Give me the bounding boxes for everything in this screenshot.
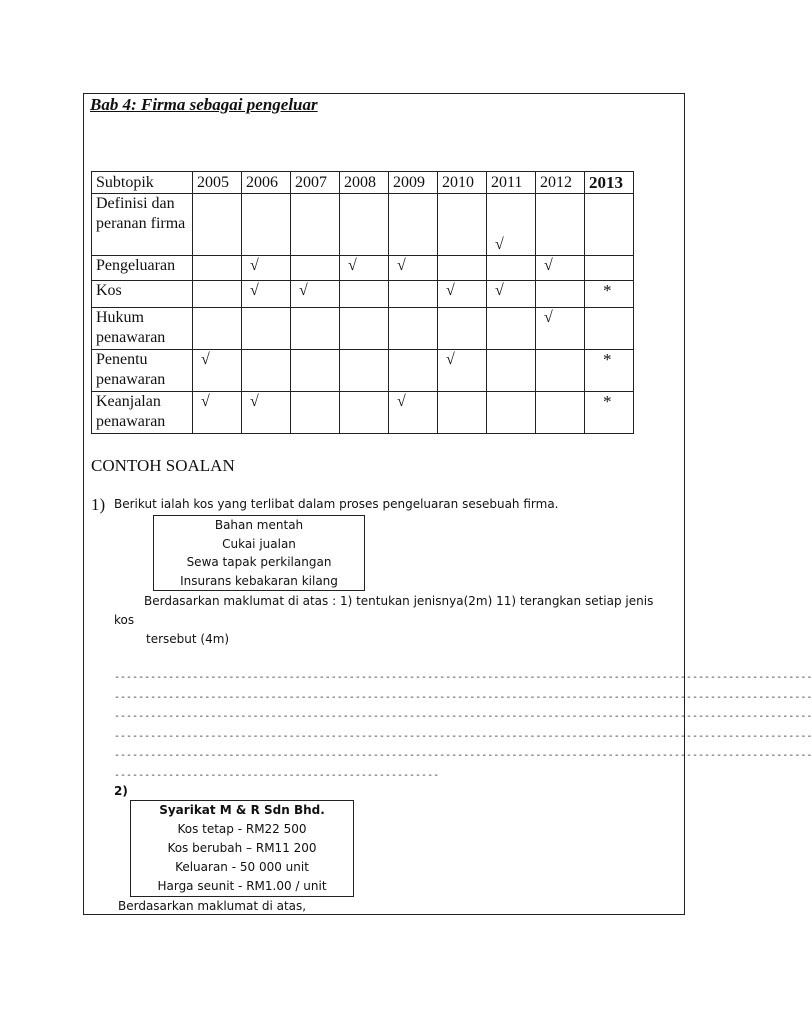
mark-cell xyxy=(438,256,487,281)
header-cell: 2011 xyxy=(487,172,536,194)
subtopic-cell: Penentu penawaran xyxy=(92,350,193,392)
mark-cell xyxy=(340,350,389,392)
mark-cell xyxy=(536,350,585,392)
mark-cell: √ xyxy=(536,256,585,281)
header-cell: 2009 xyxy=(389,172,438,194)
company-info-line: Harga seunit - RM1.00 / unit xyxy=(157,879,327,893)
header-cell: 2007 xyxy=(291,172,340,194)
question-1-number: 1) xyxy=(91,495,106,514)
cost-item: Bahan mentah xyxy=(214,518,304,532)
table-row xyxy=(92,392,634,434)
mark-cell: √ xyxy=(242,392,291,434)
mark-cell: √ xyxy=(389,256,438,281)
mark-cell xyxy=(536,281,585,308)
header-cell: 2012 xyxy=(536,172,585,194)
mark-cell xyxy=(389,194,438,256)
table-row xyxy=(92,281,634,308)
question-2-number: 2) xyxy=(114,784,128,798)
mark-cell: √ xyxy=(242,281,291,308)
instruction-line: Berdasarkan maklumat di atas : 1) tentukan jenisnya(2m) 11) terangkan setiap jenis xyxy=(144,594,654,608)
header-cell: 2006 xyxy=(242,172,291,194)
mark-cell xyxy=(438,392,487,434)
table-header-row xyxy=(92,172,634,194)
mark-cell: √ xyxy=(242,256,291,281)
header-cell: Subtopik xyxy=(92,172,193,194)
mark-cell xyxy=(438,194,487,256)
mark-cell xyxy=(340,392,389,434)
mark-cell: √ xyxy=(193,350,242,392)
mark-cell xyxy=(242,350,291,392)
cost-item: Insurans kebakaran kilang xyxy=(180,573,338,588)
mark-cell: √ xyxy=(291,281,340,308)
mark-cell xyxy=(536,194,585,256)
mark-cell xyxy=(487,308,536,350)
cost-items-box xyxy=(153,515,365,591)
mark-cell xyxy=(340,194,389,256)
mark-cell xyxy=(291,308,340,350)
section-title: CONTOH SOALAN xyxy=(91,456,235,475)
mark-cell: * xyxy=(585,392,634,434)
question-1-text: Berikut ialah kos yang terlibat dalam proses pengeluaran sesebuah firma. xyxy=(114,497,559,511)
mark-cell xyxy=(291,350,340,392)
mark-cell xyxy=(389,281,438,308)
mark-cell xyxy=(340,281,389,308)
mark-cell xyxy=(536,392,585,434)
company-info-line: Keluaran - 50 000 unit xyxy=(175,860,309,874)
chapter-title: Bab 4: Firma sebagai pengeluar xyxy=(90,95,318,114)
mark-cell xyxy=(193,308,242,350)
subtopic-cell: Kos xyxy=(92,281,193,308)
mark-cell: √ xyxy=(536,308,585,350)
subtopic-cell: Pengeluaran xyxy=(92,256,193,281)
table-row xyxy=(92,350,634,392)
instruction-line: tersebut (4m) xyxy=(146,632,230,646)
answer-line: -------------------------------------------------------------------------------------------------------------------- xyxy=(114,711,812,722)
mark-cell xyxy=(242,194,291,256)
header-cell: 2008 xyxy=(340,172,389,194)
company-info-line: Kos berubah – RM11 200 xyxy=(167,841,317,855)
subtopic-cell: Hukum penawaran xyxy=(92,308,193,350)
mark-cell: √ xyxy=(438,281,487,308)
header-cell: 2013 xyxy=(585,172,634,194)
header-cell: 2010 xyxy=(438,172,487,194)
mark-cell xyxy=(487,350,536,392)
mark-cell xyxy=(585,256,634,281)
mark-cell: √ xyxy=(487,194,536,256)
answer-line: -------------------------------------------------------------------------------------------------------------------- xyxy=(114,750,812,761)
answer-line: -------------------------------------------------------------------------------------------------------------------- xyxy=(114,730,812,742)
mark-cell xyxy=(291,392,340,434)
mark-cell: √ xyxy=(193,392,242,434)
cost-item: Sewa tapak perkilangan xyxy=(186,555,332,570)
answer-line: ------------------------------------------------------ xyxy=(114,769,440,781)
table-row xyxy=(92,256,634,281)
mark-cell xyxy=(340,308,389,350)
mark-cell xyxy=(438,308,487,350)
mark-cell: √ xyxy=(340,256,389,281)
answer-line: -------------------------------------------------------------------------------------------------------------------- xyxy=(114,691,812,703)
table-row xyxy=(92,194,634,256)
topic-year-table xyxy=(91,171,634,434)
subtopic-cell: Keanjalan penawaran xyxy=(92,392,193,434)
company-name: Syarikat M & R Sdn Bhd. xyxy=(159,803,325,817)
mark-cell xyxy=(585,194,634,256)
mark-cell xyxy=(242,308,291,350)
answer-line: -------------------------------------------------------------------------------------------------------------------- xyxy=(114,672,812,683)
instruction-line: kos xyxy=(114,613,135,627)
mark-cell xyxy=(487,256,536,281)
mark-cell xyxy=(193,194,242,256)
mark-cell xyxy=(193,256,242,281)
subtopic-cell: Definisi dan peranan firma xyxy=(92,194,193,256)
mark-cell: √ xyxy=(389,392,438,434)
mark-cell: √ xyxy=(487,281,536,308)
company-info-box xyxy=(130,800,354,897)
mark-cell xyxy=(291,194,340,256)
mark-cell xyxy=(193,281,242,308)
mark-cell xyxy=(585,308,634,350)
company-info-line: Kos tetap - RM22 500 xyxy=(177,822,307,836)
mark-cell: √ xyxy=(438,350,487,392)
header-cell: 2005 xyxy=(193,172,242,194)
mark-cell: * xyxy=(585,281,634,308)
mark-cell xyxy=(389,308,438,350)
mark-cell xyxy=(389,350,438,392)
mark-cell: * xyxy=(585,350,634,392)
cost-item: Cukai jualan xyxy=(222,536,296,551)
mark-cell xyxy=(291,256,340,281)
mark-cell xyxy=(487,392,536,434)
table-row xyxy=(92,308,634,350)
answer-lines xyxy=(114,668,812,785)
question-2-instruction: Berdasarkan maklumat di atas, xyxy=(118,899,307,913)
